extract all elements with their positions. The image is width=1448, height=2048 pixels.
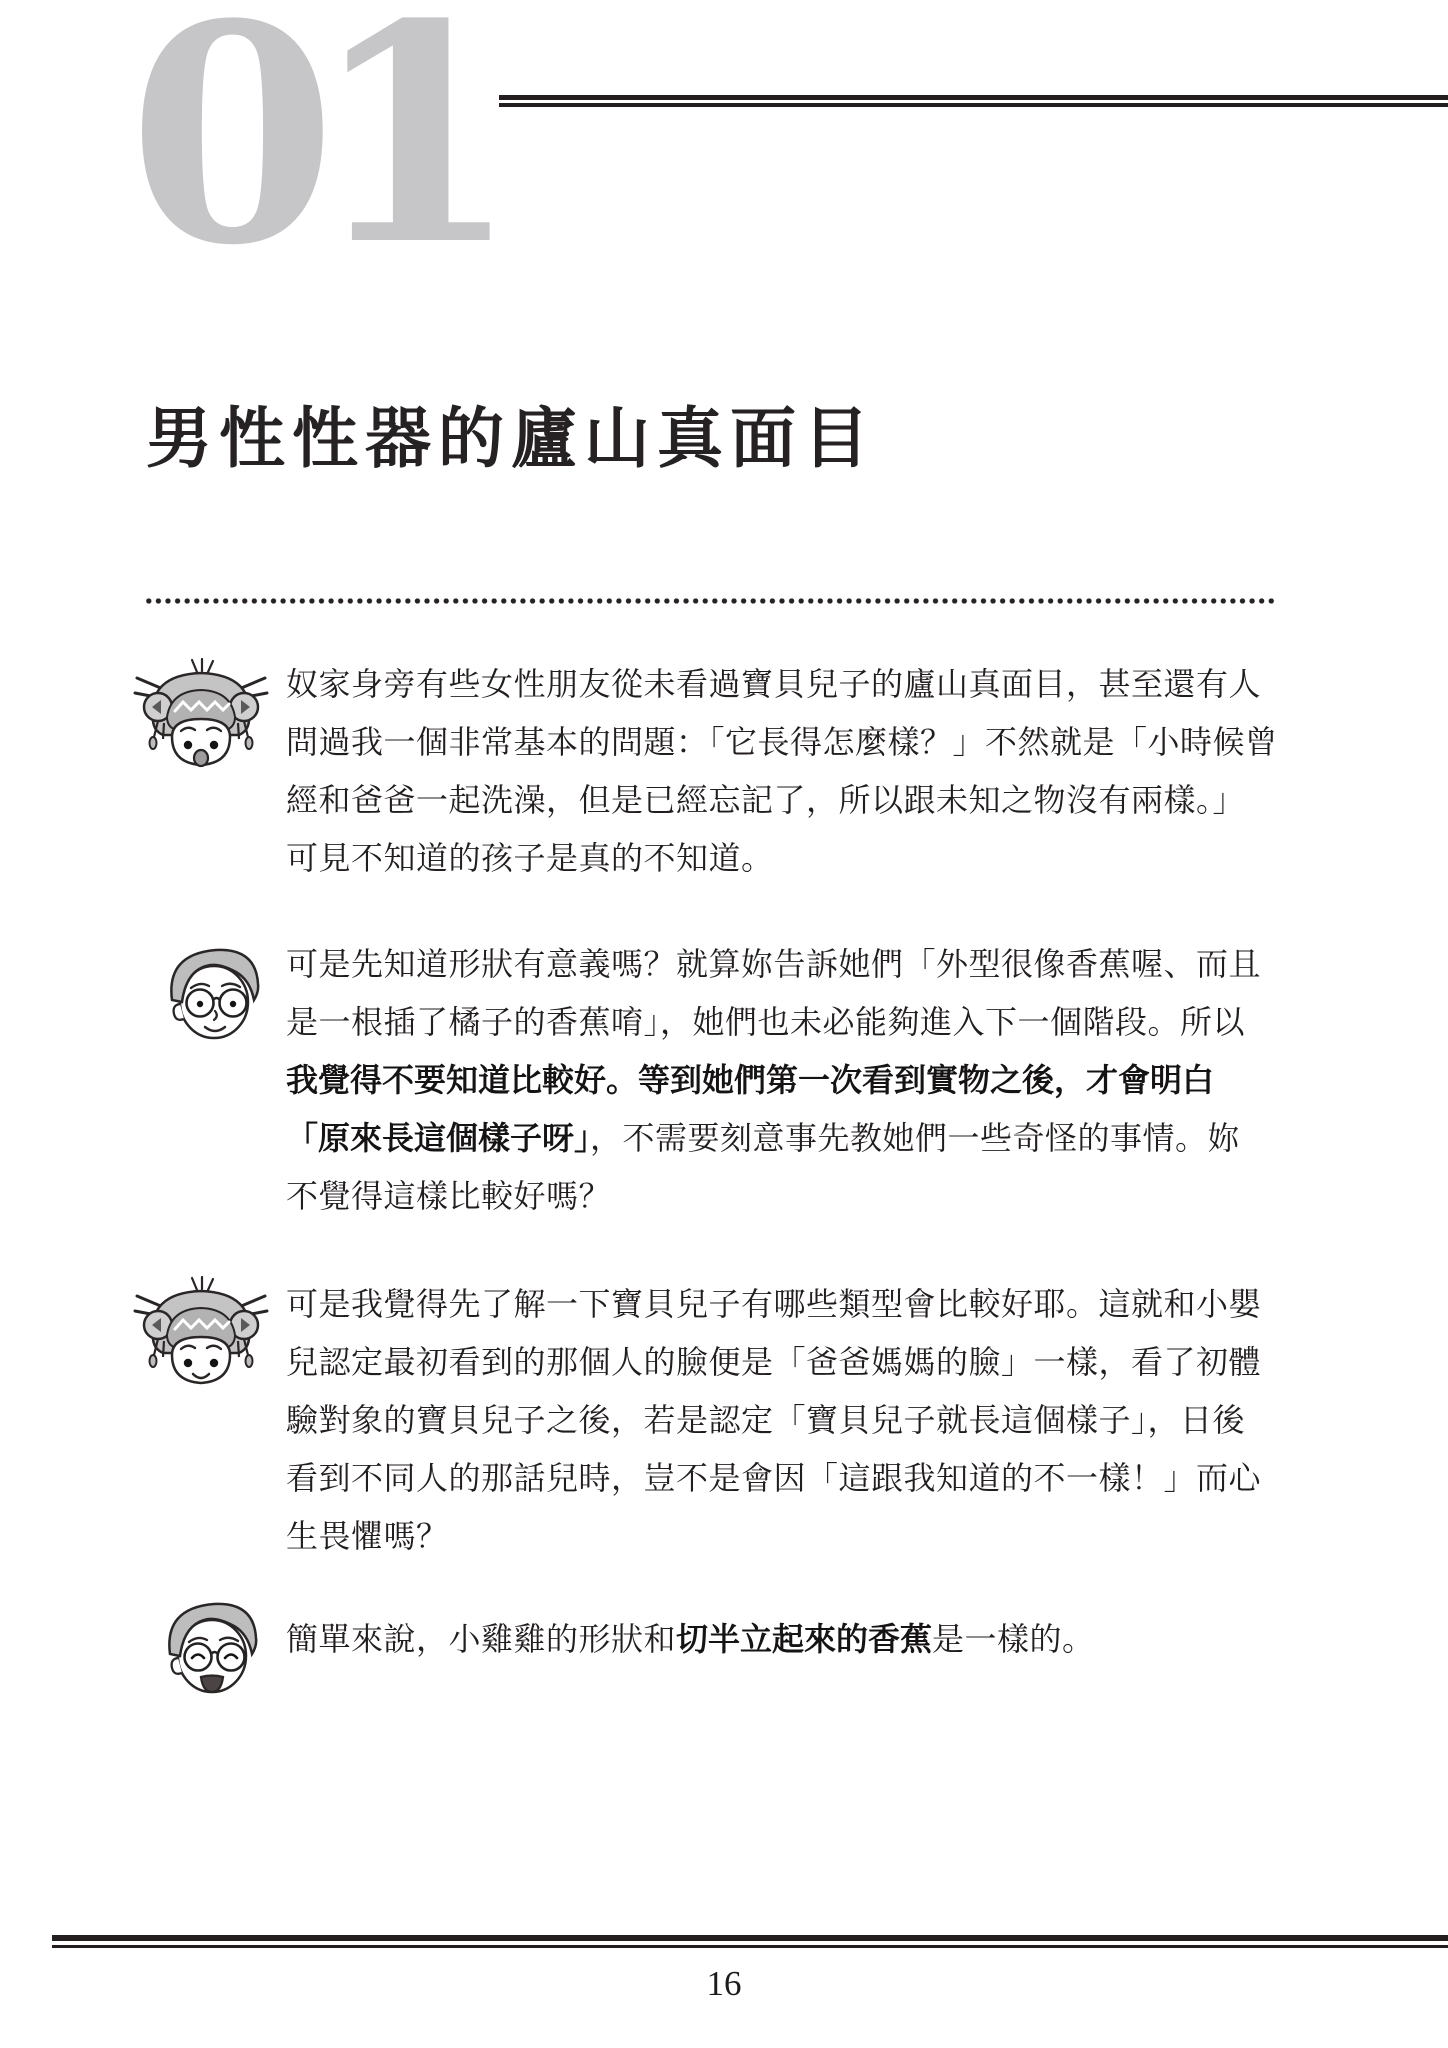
text-line: 我覺得不要知道比較好。等到她們第一次看到實物之後，才會明白	[286, 1062, 1215, 1098]
text-line: 問過我一個非常基本的問題：「它長得怎麼樣？」不然就是「小時候曾	[286, 724, 1278, 760]
chapter-title: 男性性器的廬山真面目	[146, 403, 876, 476]
text-line: 看到不同人的那話兒時，豈不是會因「這跟我知道的不一樣！」而心	[286, 1460, 1262, 1496]
bottom-double-rule	[52, 1935, 1448, 1948]
text-line: 不覺得這樣比較好嗎？	[286, 1178, 612, 1214]
page-number: 16	[706, 1964, 742, 2003]
text-line: 奴家身旁有些女性朋友從未看過寶貝兒子的廬山真面目，甚至還有人	[286, 666, 1262, 702]
old-man-glasses-smile-avatar-icon	[158, 940, 272, 1049]
woman-headdress-smile-avatar-icon	[131, 1275, 271, 1408]
old-man-glasses-laugh-avatar-icon	[156, 1594, 270, 1703]
text-line: 生畏懼嗎？	[286, 1518, 449, 1554]
dotted-separator	[144, 598, 1278, 604]
text-line: 是一根插了橘子的香蕉唷」，她們也未必能夠進入下一個階段。所以	[286, 1004, 1246, 1040]
text-line: 經和爸爸一起洗澡，但是已經忘記了，所以跟未知之物沒有兩樣。」	[286, 782, 1246, 818]
chapter-number: 01	[128, 0, 494, 311]
top-double-rule	[499, 95, 1448, 107]
text-line: 可是先知道形狀有意義嗎？就算妳告訴她們「外型很像香蕉喔、而且	[286, 946, 1262, 982]
text-line: 簡單來說，小雞雞的形狀和切半立起來的香蕉是一樣的。	[286, 1621, 1095, 1657]
text-line: 可是我覺得先了解一下寶貝兒子有哪些類型會比較好耶。這就和小嬰	[286, 1286, 1262, 1322]
text-line: 「原來長這個樣子呀」，不需要刻意事先教她們一些奇怪的事情。妳	[286, 1120, 1241, 1156]
text-line: 驗對象的寶貝兒子之後，若是認定「寶貝兒子就長這個樣子」，日後	[286, 1402, 1246, 1438]
text-line: 可見不知道的孩子是真的不知道。	[286, 840, 774, 876]
text-line: 兒認定最初看到的那個人的臉便是「爸爸媽媽的臉」一樣，看了初體	[286, 1344, 1262, 1380]
woman-headdress-surprised-avatar-icon	[131, 657, 271, 790]
